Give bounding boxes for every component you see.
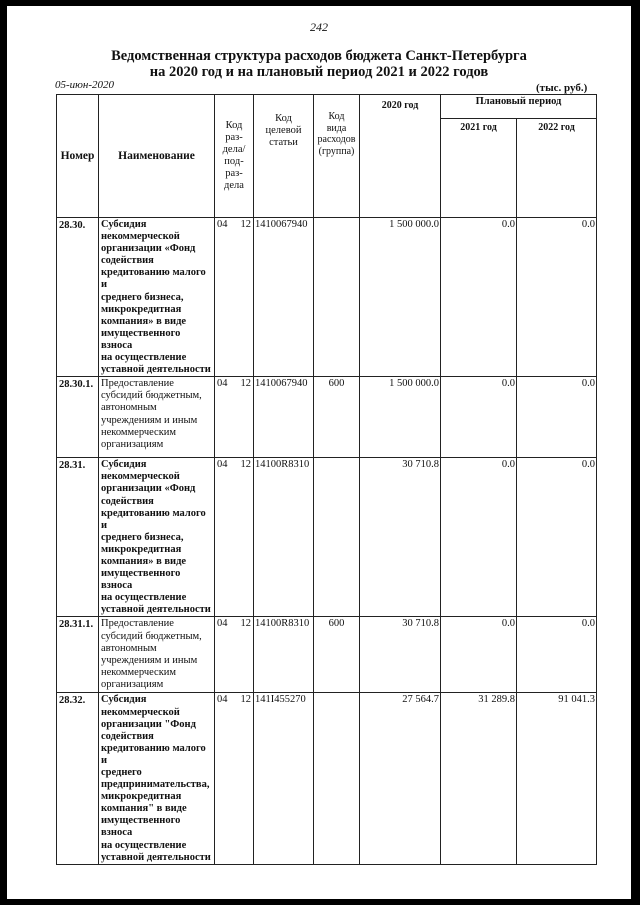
table-row <box>57 458 597 617</box>
name-line: предпринимательства, <box>101 779 210 791</box>
header-section-line: раз- <box>225 132 243 143</box>
name-line: микрокредитная <box>101 543 182 555</box>
name-line: микрокредитная <box>101 303 182 315</box>
name-line: автономным <box>101 402 157 414</box>
table-row <box>57 617 597 693</box>
row-target-code: 1410067940 <box>254 218 314 377</box>
header-kind-code <box>314 95 360 218</box>
row-name <box>99 458 215 617</box>
row-kind-code <box>314 693 360 864</box>
row-kind-code <box>314 458 360 617</box>
header-target-code <box>254 95 314 218</box>
name-line: на осуществление <box>101 839 187 851</box>
name-line: кредитованию малого и <box>101 267 206 291</box>
subsection-code: 12 <box>240 694 251 706</box>
name-line: содействия <box>101 495 154 507</box>
section-code: 04 <box>217 694 228 706</box>
header-2020-label: 2020 год <box>381 100 419 111</box>
document-page <box>7 6 631 899</box>
header-section-line: раз- <box>225 168 243 179</box>
name-line: Предоставление <box>101 618 174 630</box>
header-section-line: Код <box>225 120 243 131</box>
row-value-2021: 0.0 <box>441 458 517 617</box>
header-2021: 2021 год <box>441 119 517 218</box>
name-line: некоммерческой <box>101 706 180 718</box>
row-target-code: 1410067940 <box>254 377 314 458</box>
name-line: на осуществление <box>101 352 187 364</box>
row-number: 28.31. <box>57 458 99 617</box>
name-line: некоммерческой <box>101 231 180 243</box>
document-date: 05-июн-2020 <box>55 79 115 91</box>
name-line: организации «Фонд <box>101 243 196 255</box>
header-2020 <box>360 95 441 218</box>
row-section-code <box>215 377 254 458</box>
header-kind-line: расходов <box>317 134 356 145</box>
header-section-line: под- <box>224 156 244 167</box>
name-line: среднего бизнеса, <box>101 531 184 543</box>
row-name <box>99 218 215 377</box>
header-kind-line: Код <box>328 111 345 122</box>
row-value-2021: 0.0 <box>441 617 517 693</box>
section-code: 04 <box>217 459 228 471</box>
row-target-code: 141I455270 <box>254 693 314 864</box>
section-code: 04 <box>217 618 228 630</box>
row-number: 28.31.1. <box>57 617 99 693</box>
name-line: компания» в виде <box>101 315 187 327</box>
row-value-2022: 0.0 <box>517 458 597 617</box>
name-line: некоммерческим <box>101 426 177 438</box>
row-value-2022: 0.0 <box>517 218 597 377</box>
name-line: Субсидия <box>101 459 147 471</box>
name-line: имущественного взноса <box>101 327 181 351</box>
name-line: среднего бизнеса, <box>101 291 184 303</box>
row-value-2020: 30 710.8 <box>360 617 441 693</box>
name-line: уставной деятельности <box>101 851 211 863</box>
row-name <box>99 693 215 864</box>
name-line: на осуществление <box>101 592 187 604</box>
row-kind-code <box>314 218 360 377</box>
row-number: 28.30. <box>57 218 99 377</box>
row-value-2021: 0.0 <box>441 377 517 458</box>
row-value-2022: 91 041.3 <box>517 693 597 864</box>
page-number: 242 <box>310 20 328 34</box>
header-section-line: дела <box>224 180 244 191</box>
row-section-code <box>215 693 254 864</box>
document-title <box>7 48 631 80</box>
subsection-code: 12 <box>240 459 251 471</box>
name-line: кредитованию малого и <box>101 507 206 531</box>
name-line: организациям <box>101 678 164 690</box>
name-line: автономным <box>101 642 157 654</box>
header-target-line: целевой <box>265 125 302 136</box>
name-line: организации «Фонд <box>101 483 196 495</box>
name-line: среднего <box>101 767 142 778</box>
row-value-2022: 0.0 <box>517 617 597 693</box>
name-line: компания» в виде <box>101 555 187 567</box>
name-line: организациям <box>101 438 164 450</box>
header-section-code <box>215 95 254 218</box>
name-line: учреждениям и иным <box>101 654 198 666</box>
name-line: субсидий бюджетным, <box>101 630 202 642</box>
name-line: микрокредитная <box>101 791 182 803</box>
title-line-1: Ведомственная структура расходов бюджета Санкт-Петербурга <box>111 48 527 64</box>
row-value-2022: 0.0 <box>517 377 597 458</box>
header-name: Наименование <box>99 95 215 218</box>
header-target-line: Код <box>275 113 292 124</box>
table-row <box>57 218 597 377</box>
row-name <box>99 377 215 458</box>
row-name <box>99 617 215 693</box>
name-line: учреждениям и иным <box>101 414 198 426</box>
subsection-code: 12 <box>240 618 251 630</box>
name-line: компания" в виде <box>101 803 187 815</box>
row-value-2021: 31 289.8 <box>441 693 517 864</box>
title-line-2: на 2020 год и на плановый период 2021 и 2022 годов <box>149 64 489 80</box>
row-kind-code: 600 <box>314 617 360 693</box>
header-2022: 2022 год <box>517 119 597 218</box>
name-line: содействия <box>101 730 154 742</box>
row-value-2020: 1 500 000.0 <box>360 218 441 377</box>
table-row <box>57 377 597 458</box>
header-kind-line: (группа) <box>318 145 355 157</box>
name-line: некоммерческой <box>101 471 180 483</box>
name-line: Предоставление <box>101 378 174 390</box>
header-section-line: дела/ <box>222 144 246 155</box>
row-target-code: 14100R8310 <box>254 458 314 617</box>
name-line: субсидий бюджетным, <box>101 390 202 402</box>
name-line: имущественного взноса <box>101 568 181 592</box>
name-line: кредитованию малого и <box>101 742 206 766</box>
row-kind-code: 600 <box>314 377 360 458</box>
name-line: Субсидия <box>101 219 147 230</box>
subsection-code: 12 <box>240 219 251 230</box>
budget-table <box>56 94 597 865</box>
section-code: 04 <box>217 219 228 230</box>
row-target-code: 14100R8310 <box>254 617 314 693</box>
row-section-code <box>215 458 254 617</box>
row-value-2021: 0.0 <box>441 218 517 377</box>
name-line: уставной деятельности <box>101 364 211 376</box>
row-value-2020: 1 500 000.0 <box>360 377 441 458</box>
header-target-line: статьи <box>269 137 298 148</box>
row-number: 28.32. <box>57 693 99 864</box>
row-section-code <box>215 617 254 693</box>
row-section-code <box>215 218 254 377</box>
name-line: организации "Фонд <box>101 718 196 730</box>
row-value-2020: 27 564.7 <box>360 693 441 864</box>
table-row <box>57 693 597 864</box>
subsection-code: 12 <box>240 378 251 390</box>
units-label: (тыс. руб.) <box>536 82 588 94</box>
header-plan-period: Плановый период <box>441 95 597 119</box>
name-line: уставной деятельности <box>101 604 211 616</box>
header-kind-line: вида <box>326 122 347 134</box>
header-number: Номер <box>57 95 99 218</box>
name-line: имущественного взноса <box>101 815 181 839</box>
row-value-2020: 30 710.8 <box>360 458 441 617</box>
section-code: 04 <box>217 378 228 390</box>
name-line: некоммерческим <box>101 666 177 678</box>
name-line: содействия <box>101 255 154 267</box>
row-number: 28.30.1. <box>57 377 99 458</box>
name-line: Субсидия <box>101 694 147 706</box>
